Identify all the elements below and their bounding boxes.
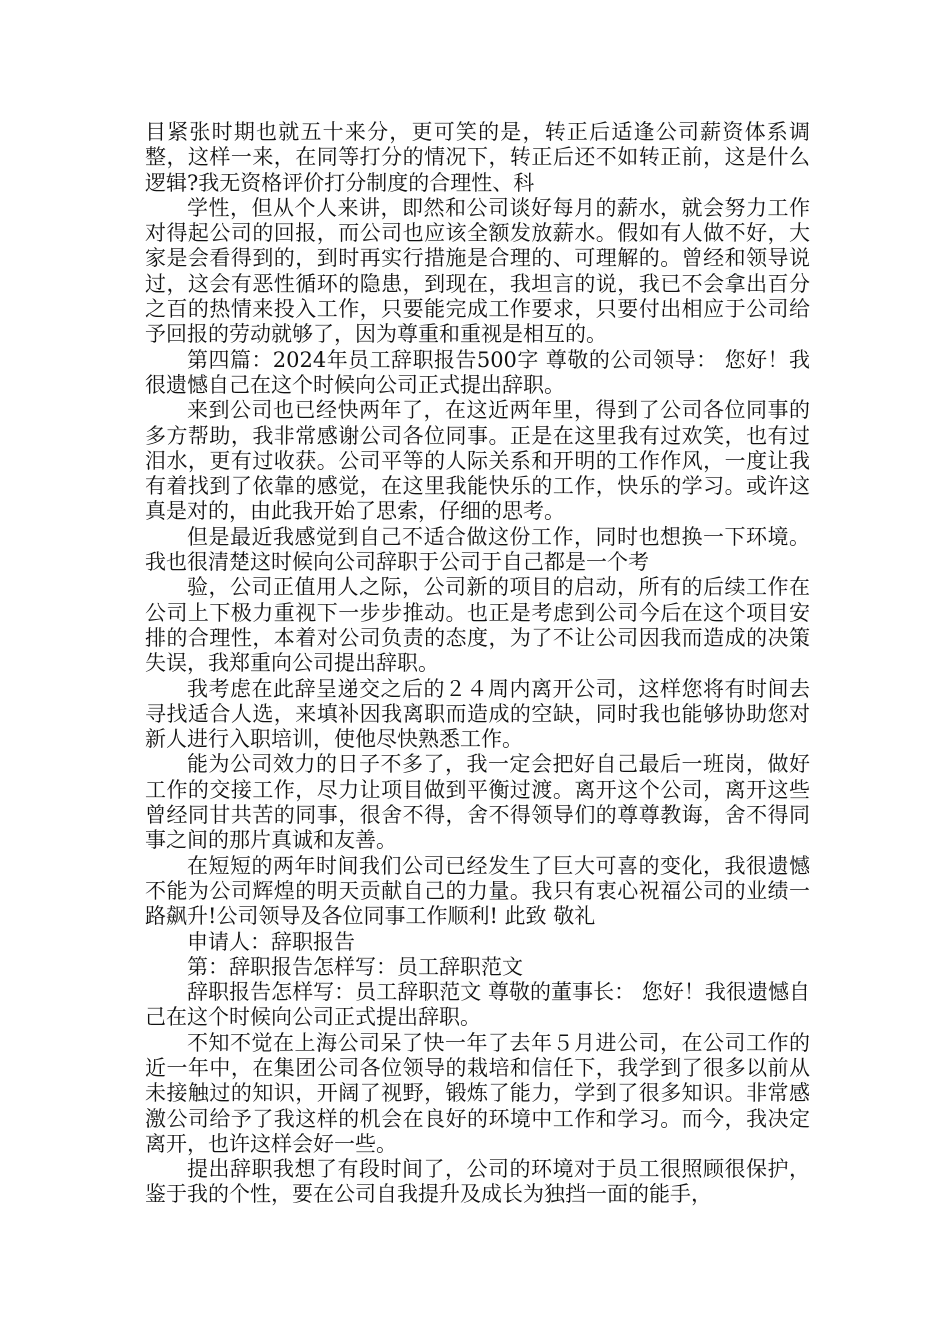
paragraph: 验，公司正值用人之际，公司新的项目的启动，所有的后续工作在公司上下极力重视下一步步推动。也正是考虑到公司今后在这个项目安排的合理性，本着对公司负责的态度，为了不让公司因我而造成的决策失误，我郑重向公司提出辞职。 bbox=[145, 575, 810, 676]
paragraph: 目紧张时期也就五十来分，更可笑的是，转正后适逢公司薪资体系调整，这样一来，在同等打分的情况下，转正后还不如转正前，这是什么逻辑?我无资格评价打分制度的合理性、科 bbox=[145, 120, 810, 195]
paragraph: 但是最近我感觉到自己不适合做这份工作，同时也想换一下环境。我也很清楚这时候向公司辞职于公司于自己都是一个考 bbox=[145, 524, 810, 575]
paragraph: 学性，但从个人来讲，即然和公司谈好每月的薪水，就会努力工作对得起公司的回报，而公司也应该全额发放薪水。假如有人做不好，大家是会看得到的，到时再实行措施是合理的、可理解的。曾经和领导说过，这会有恶性循环的隐患，到现在，我坦言的说，我已不会拿出百分之百的热情来投入工作，只要能完成工作要求，只要付出相应于公司给予回报的劳动就够了，因为尊重和重视是相互的。 bbox=[145, 195, 810, 347]
paragraph: 辞职报告怎样写：员工辞职范文 尊敬的董事长： 您好！我很遗憾自己在这个时候向公司正式提出辞职。 bbox=[145, 980, 810, 1030]
paragraph: 我考虑在此辞呈递交之后的２４周内离开公司，这样您将有时间去寻找适合人选，来填补因我离职而造成的空缺，同时我也能够协助您对新人进行入职培训，使他尽快熟悉工作。 bbox=[145, 676, 810, 752]
section-heading-paragraph: 第四篇：2024年员工辞职报告500字 尊敬的公司领导： 您好！我很遗憾自己在这个时候向公司正式提出辞职。 bbox=[145, 347, 810, 397]
applicant-line: 申请人：辞职报告 bbox=[187, 929, 355, 954]
paragraph: 提出辞职我想了有段时间了，公司的环境对于员工很照顾很保护，鉴于我的个性，要在公司自我提升及成长为独挡一面的能手， bbox=[145, 1157, 810, 1207]
document-page bbox=[145, 120, 810, 1208]
section-title: 第：辞职报告怎样写：员工辞职范文 bbox=[187, 954, 523, 979]
paragraph: 能为公司效力的日子不多了，我一定会把好自己最后一班岗，做好工作的交接工作，尽力让项目做到平衡过渡。离开这个公司，离开这些曾经同甘共苦的同事，很舍不得，舍不得领导们的尊尊教诲，舍不得同事之间的那片真诚和友善。 bbox=[145, 752, 810, 853]
paragraph: 在短短的两年时间我们公司已经发生了巨大可喜的变化，我很遗憾不能为公司辉煌的明天贡献自己的力量。我只有衷心祝福公司的业绩一路飙升!公司领导及各位同事工作顺利! 此致 敬礼 bbox=[145, 853, 810, 929]
paragraph: 不知不觉在上海公司呆了快一年了去年５月进公司，在公司工作的近一年中，在集团公司各位领导的栽培和信任下，我学到了很多以前从未接触过的知识，开阔了视野，锻炼了能力，学到了很多知识。非常感激公司给予了我这样的机会在良好的环境中工作和学习。而今，我决定离开，也许这样会好一些。 bbox=[145, 1030, 810, 1156]
paragraph: 来到公司也已经快两年了，在这近两年里，得到了公司各位同事的多方帮助，我非常感谢公司各位同事。正是在这里我有过欢笑，也有过泪水，更有过收获。公司平等的人际关系和开明的工作作风，一度让我有着找到了依靠的感觉，在这里我能快乐的工作，快乐的学习。或许这真是对的，由此我开始了思索，仔细的思考。 bbox=[145, 398, 810, 524]
